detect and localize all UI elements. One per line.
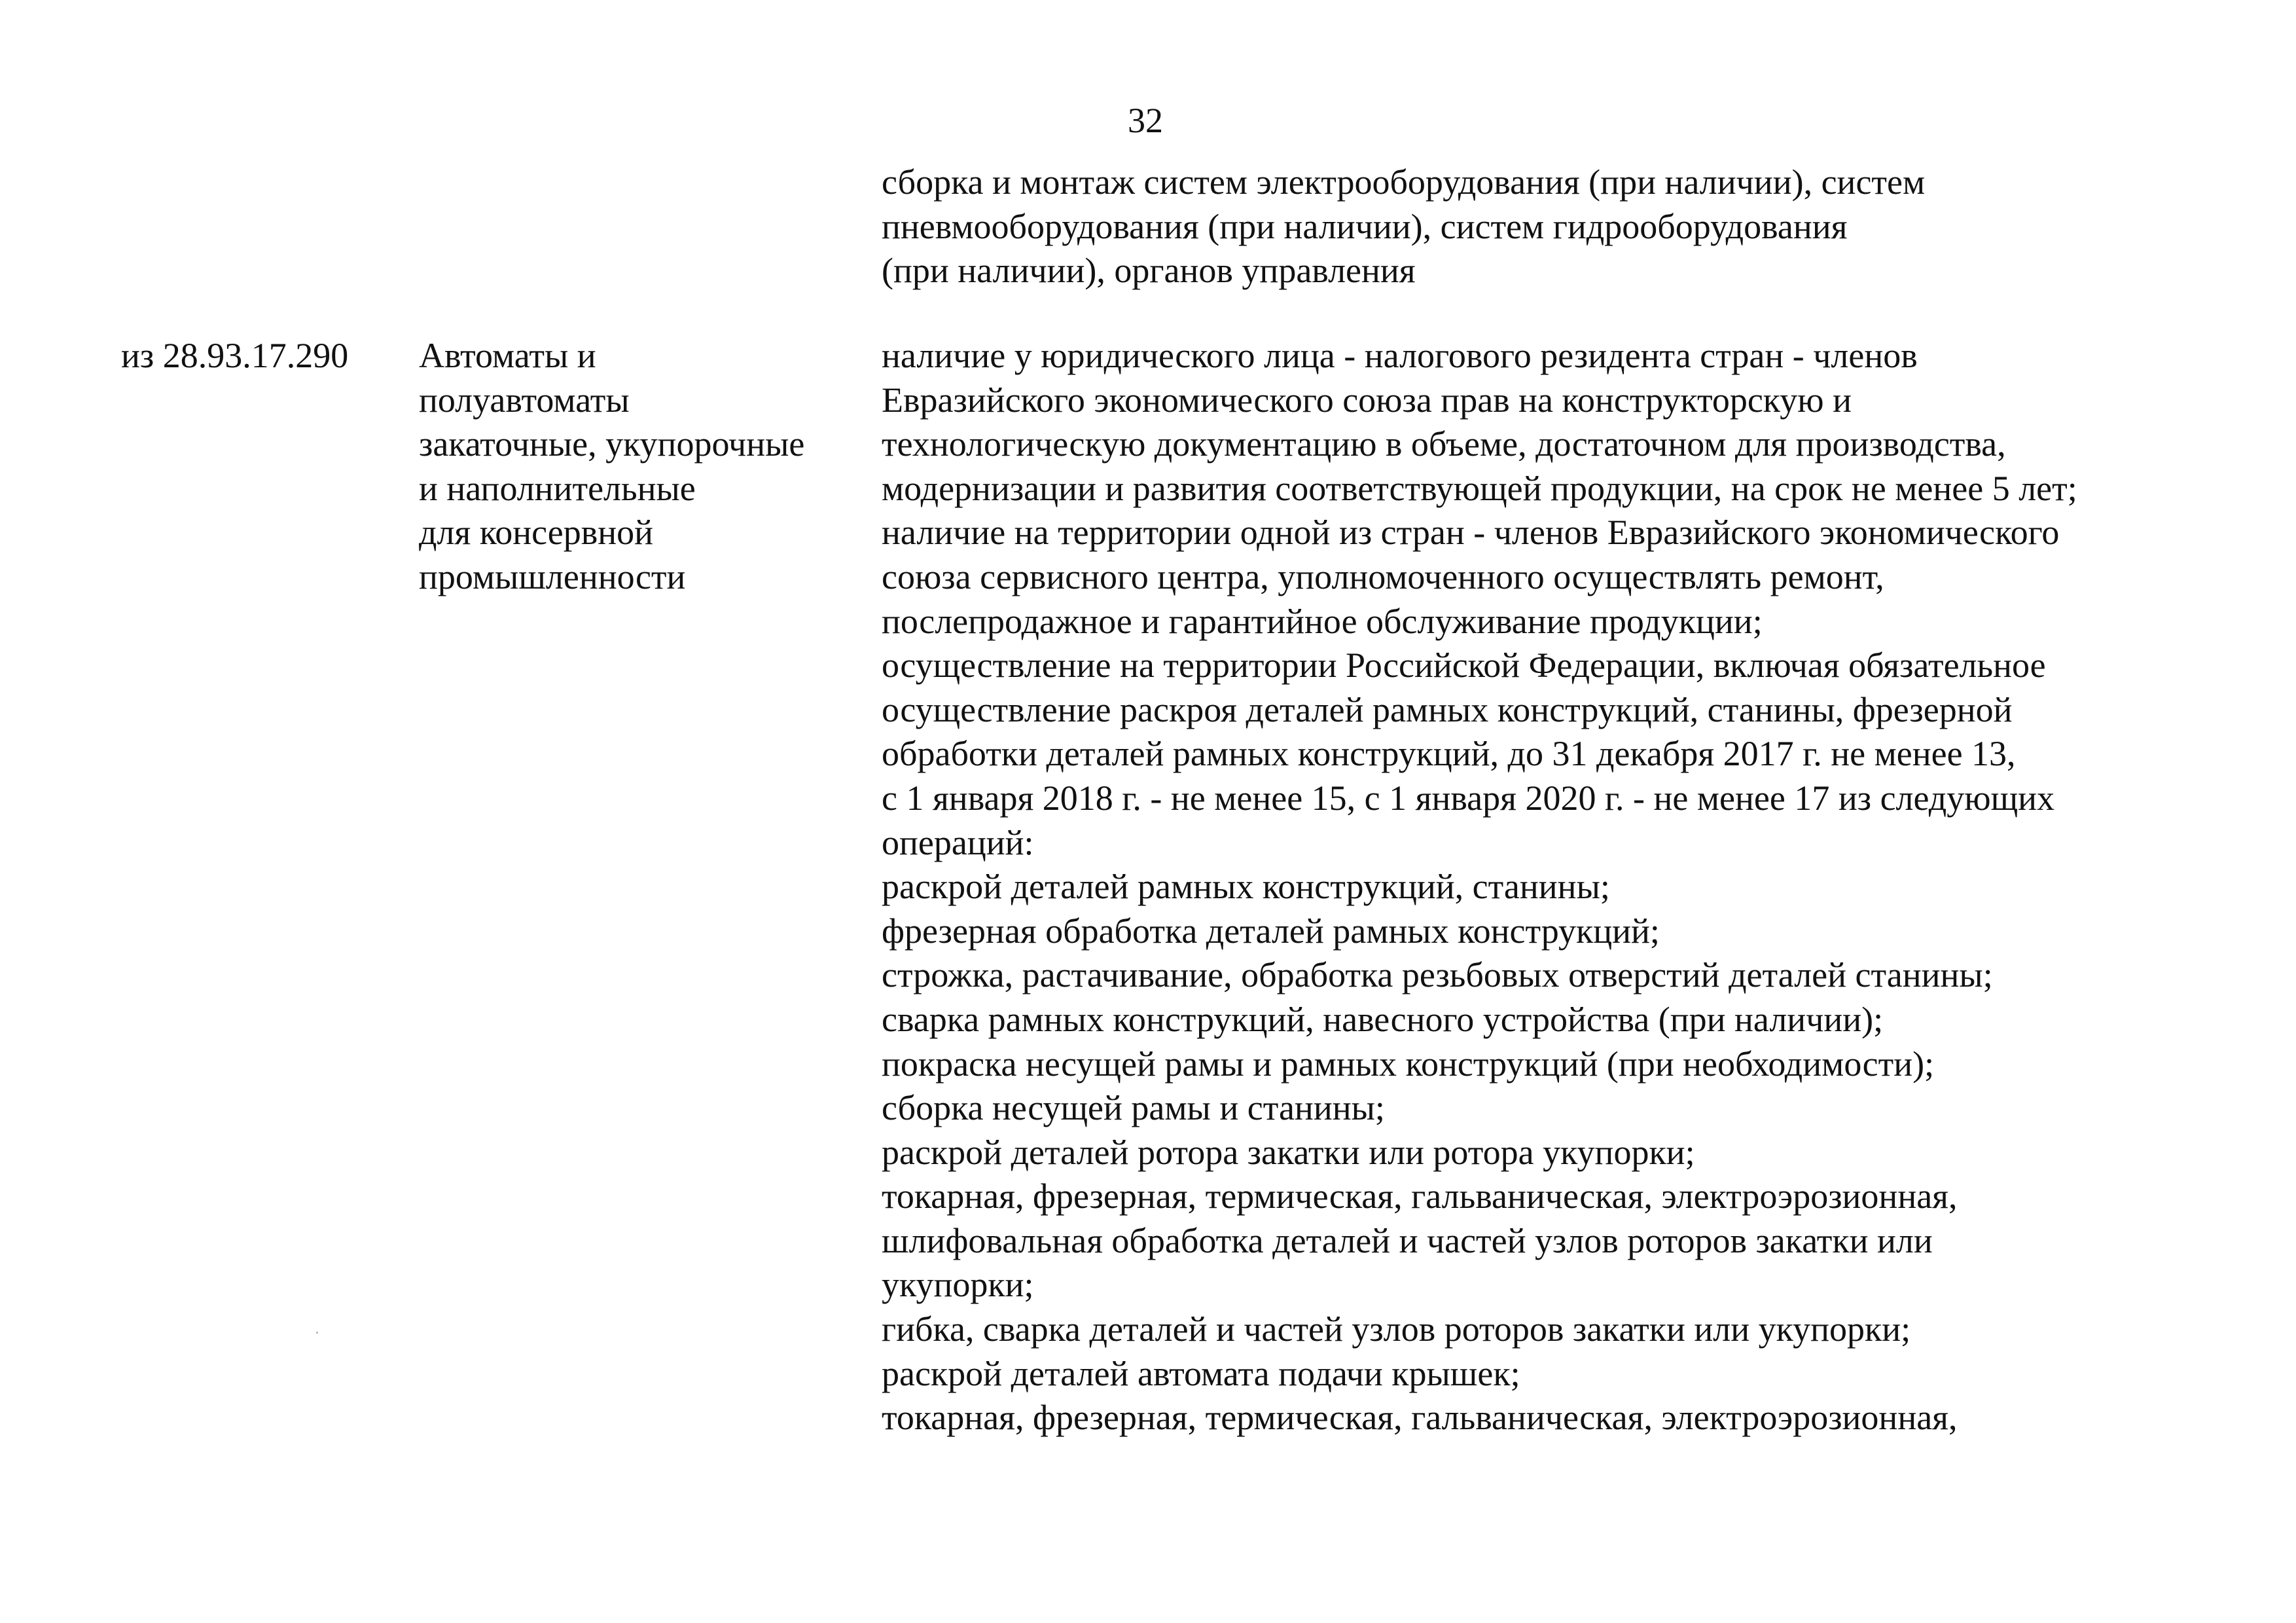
product-name: [419, 334, 804, 600]
page-number: 32: [1128, 101, 1163, 140]
text-line: для консервной: [419, 513, 654, 553]
continuation-text: [882, 160, 1925, 293]
text-line: пневмооборудования (при наличии), систем гидрооборудования: [882, 206, 1848, 246]
text-line: шлифовальная обработка деталей и частей узлов роторов закатки или: [882, 1220, 1933, 1260]
text-line: и наполнительные: [419, 468, 696, 508]
text-line: раскрой деталей рамных конструкций, станины;: [882, 867, 1610, 907]
product-code: [121, 334, 348, 378]
text-line: Автоматы и: [419, 336, 596, 375]
text-line: укупорки;: [882, 1265, 1034, 1305]
text-line: раскрой деталей ротора закатки или ротора укупорки;: [882, 1132, 1695, 1172]
text-line: наличие у юридического лица - налогового резидента стран - членов: [882, 336, 1918, 375]
text-line: союза сервисного центра, уполномоченного осуществлять ремонт,: [882, 556, 1884, 596]
text-line: наличие на территории одной из стран - членов Евразийского экономического: [882, 513, 2060, 553]
text-line: послепродажное и гарантийное обслуживание продукции;: [882, 601, 1763, 641]
text-line: закаточные, укупорочные: [419, 424, 805, 464]
requirements-text: [882, 334, 2077, 1440]
text-line: Евразийского экономического союза прав на конструкторскую и: [882, 380, 1852, 420]
text-line: покраска несущей рамы и рамных конструкций (при необходимости);: [882, 1044, 1935, 1084]
scan-artifact: [316, 1332, 318, 1334]
code-text: из 28.93.17.290: [121, 336, 349, 375]
text-line: сварка рамных конструкций, навесного устройства (при наличии);: [882, 999, 1884, 1039]
text-line: промышленности: [419, 556, 686, 596]
text-line: осуществление на территории Российской Федерации, включая обязательное: [882, 646, 2046, 685]
text-line: сборка и монтаж систем электрооборудования (при наличии), систем: [882, 162, 1926, 202]
text-line: обработки деталей рамных конструкций, до 31 декабря 2017 г. не менее 13,: [882, 734, 2016, 774]
text-line: (при наличии), органов управления: [882, 251, 1416, 291]
text-line: фрезерная обработка деталей рамных конструкций;: [882, 911, 1660, 951]
text-line: раскрой деталей автомата подачи крышек;: [882, 1353, 1520, 1393]
text-line: сборка несущей рамы и станины;: [882, 1088, 1385, 1128]
text-line: осуществление раскроя деталей рамных конструкций, станины, фрезерной: [882, 689, 2013, 729]
text-line: операций:: [882, 822, 1034, 862]
text-line: технологическую документацию в объеме, достаточном для производства,: [882, 424, 2006, 464]
text-line: полуавтоматы: [419, 380, 630, 420]
text-line: токарная, фрезерная, термическая, гальваническая, электроэрозионная,: [882, 1176, 1958, 1216]
text-line: модернизации и развития соответствующей продукции, на срок не менее 5 лет;: [882, 468, 2077, 508]
text-line: строжка, растачивание, обработка резьбовых отверстий деталей станины;: [882, 955, 1993, 995]
text-line: с 1 января 2018 г. - не менее 15, с 1 января 2020 г. - не менее 17 из следующих: [882, 778, 2055, 818]
text-line: гибка, сварка деталей и частей узлов роторов закатки или укупорки;: [882, 1309, 1911, 1349]
text-line: токарная, фрезерная, термическая, гальваническая, электроэрозионная,: [882, 1398, 1958, 1438]
